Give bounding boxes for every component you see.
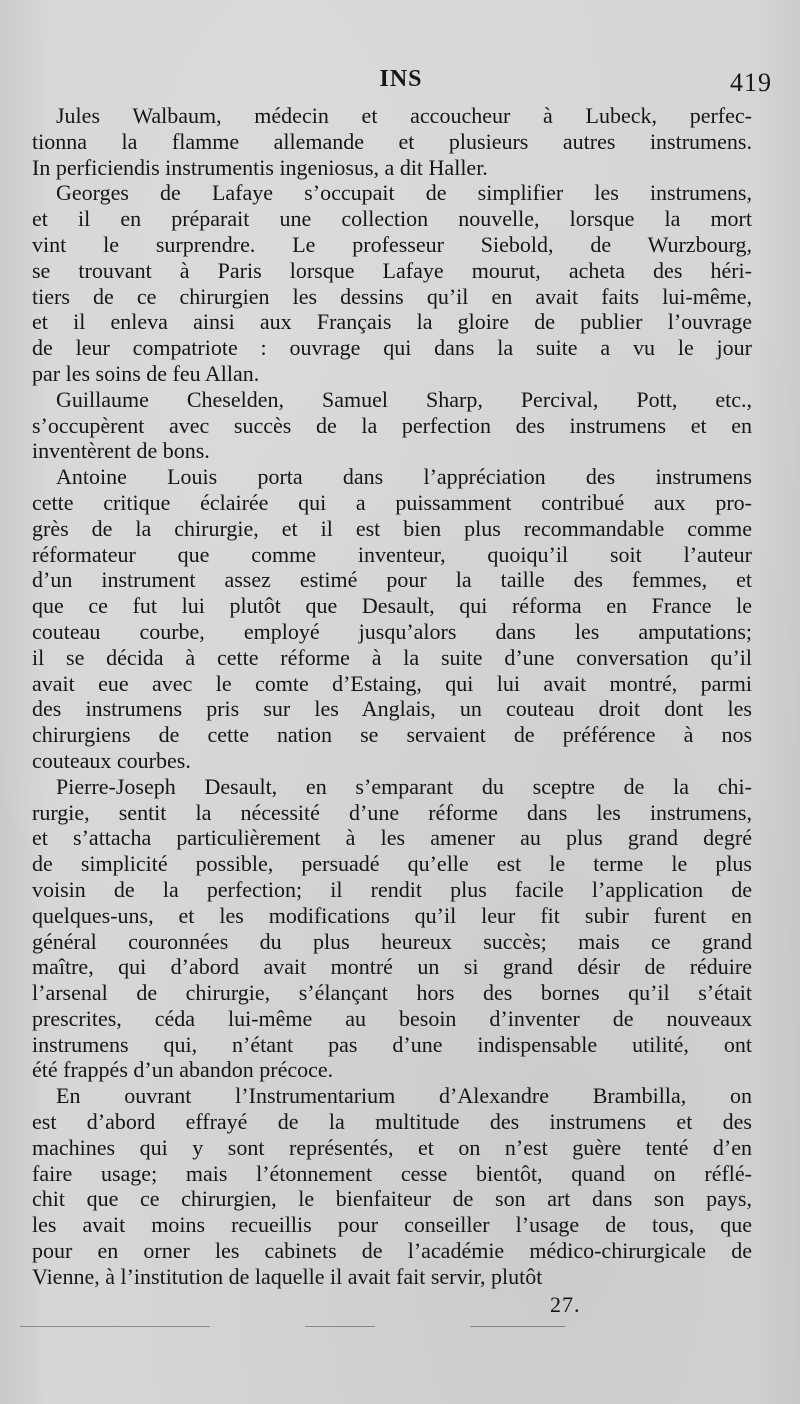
text-line: et il en préparait une collection nouvelle, lorsque la mort xyxy=(32,206,752,232)
signature-mark: 27. xyxy=(550,1292,581,1317)
paragraph-walbaum xyxy=(32,103,752,180)
footer-rule-left xyxy=(20,1326,210,1327)
text-line: et s’attacha particulièrement à les amener au plus grand degré xyxy=(32,825,752,851)
paragraph-louis xyxy=(32,464,752,774)
text-line: En ouvrant l’Instrumentarium d’Alexandre Brambilla, on xyxy=(56,1083,752,1109)
text-line: Georges de Lafaye s’occupait de simplifier les instrumens, xyxy=(56,180,752,206)
footer-rule-right xyxy=(470,1326,565,1327)
text-line: été frappés d’un abandon précoce. xyxy=(32,1057,334,1083)
paragraph-brambilla xyxy=(32,1083,752,1289)
text-line: tiers de ce chirurgien les dessins qu’il en avait faits lui-même, xyxy=(32,283,752,309)
text-line: s’occupèrent avec succès de la perfection des instrumens et en xyxy=(32,412,752,438)
text-line: grès de la chirurgie, et il est bien plus recommandable comme xyxy=(32,515,752,541)
page-header xyxy=(30,66,772,106)
page-number: 419 xyxy=(730,68,772,97)
text-line: il se décida à cette réforme à la suite d’une conversation qu’il xyxy=(32,644,752,670)
text-line: tionna la flamme allemande et plusieurs autres instrumens. xyxy=(32,128,752,154)
text-line: faire usage; mais l’étonnement cesse bientôt, quand on réflé- xyxy=(32,1160,752,1186)
paragraph-cheselden xyxy=(32,387,752,464)
text-line: Jules Walbaum, médecin et accoucheur à Lubeck, perfec- xyxy=(56,103,752,128)
text-line: voisin de la perfection; il rendit plus facile l’application de xyxy=(32,876,752,902)
text-line: par les soins de feu Allan. xyxy=(32,360,260,386)
text-line: des instrumens pris sur les Anglais, un couteau droit dont les xyxy=(32,696,752,722)
paragraph-lafaye xyxy=(32,180,752,386)
text-line: maître, qui d’abord avait montré un si grand désir de réduire xyxy=(32,954,752,980)
text-line: In perficiendis instrumentis ingeniosus, a dit Haller. xyxy=(32,154,488,180)
text-line: avait eue avec le comte d’Estaing, qui lui avait montré, parmi xyxy=(32,670,752,696)
paragraph-desault xyxy=(32,774,752,1084)
text-line: général couronnées du plus heureux succès; mais ce grand xyxy=(32,928,752,954)
text-line: vint le surprendre. Le professeur Siebold, de Wurzbourg, xyxy=(32,231,752,257)
text-block xyxy=(32,103,752,1303)
text-line: de simplicité possible, persuadé qu’elle est le terme le plus xyxy=(32,851,752,877)
footer-rule-mid xyxy=(305,1326,375,1327)
text-line: prescrites, céda lui-même au besoin d’inventer de nouveaux xyxy=(32,1005,752,1031)
text-line: rurgie, sentit la nécessité d’une réforme dans les instrumens, xyxy=(32,799,752,825)
text-line: se trouvant à Paris lorsque Lafaye mourut, acheta des héri- xyxy=(32,257,752,283)
text-line: chit que ce chirurgien, le bienfaiteur de son art dans son pays, xyxy=(32,1186,752,1212)
text-line: que ce fut lui plutôt que Desault, qui réforma en France le xyxy=(32,593,752,619)
text-line: couteau courbe, employé jusqu’alors dans les amputations; xyxy=(32,618,752,644)
text-line: l’arsenal de chirurgie, s’élançant hors des bornes qu’il s’était xyxy=(32,980,752,1006)
text-line: de leur compatriote : ouvrage qui dans la suite a vu le jour xyxy=(32,335,752,361)
text-line: machines qui y sont représentés, et on n’est guère tenté d’en xyxy=(32,1134,752,1160)
text-line: d’un instrument assez estimé pour la taille des femmes, et xyxy=(32,567,752,593)
text-line: cette critique éclairée qui a puissamment contribué aux pro- xyxy=(32,489,752,515)
text-line: Guillaume Cheselden, Samuel Sharp, Percival, Pott, etc., xyxy=(56,386,752,412)
text-line: Vienne, à l’institution de laquelle il avait fait servir, plutôt xyxy=(32,1263,543,1289)
text-line: inventèrent de bons. xyxy=(32,438,210,464)
running-head: INS xyxy=(379,66,423,92)
text-line: Antoine Louis porta dans l’appréciation des instrumens xyxy=(56,464,752,490)
text-line: réformateur que comme inventeur, quoiqu’il soit l’auteur xyxy=(32,541,752,567)
page-footer xyxy=(0,1292,800,1352)
text-line: couteaux courbes. xyxy=(32,747,191,773)
text-line: chirurgiens de cette nation se servaient de préférence à nos xyxy=(32,722,752,748)
text-line: les avait moins recueillis pour conseiller l’usage de tous, que xyxy=(32,1212,752,1238)
text-line: et il enleva ainsi aux Français la gloire de publier l’ouvrage xyxy=(32,309,752,335)
text-line: quelques-uns, et les modifications qu’il leur fit subir furent en xyxy=(32,902,752,928)
text-line: instrumens qui, n’étant pas d’une indispensable utilité, ont xyxy=(32,1031,752,1057)
text-line: pour en orner les cabinets de l’académie médico-chirurgicale de xyxy=(32,1238,752,1264)
text-line: Pierre-Joseph Desault, en s’emparant du sceptre de la chi- xyxy=(56,773,752,799)
text-line: est d’abord effrayé de la multitude des instrumens et des xyxy=(32,1109,752,1135)
